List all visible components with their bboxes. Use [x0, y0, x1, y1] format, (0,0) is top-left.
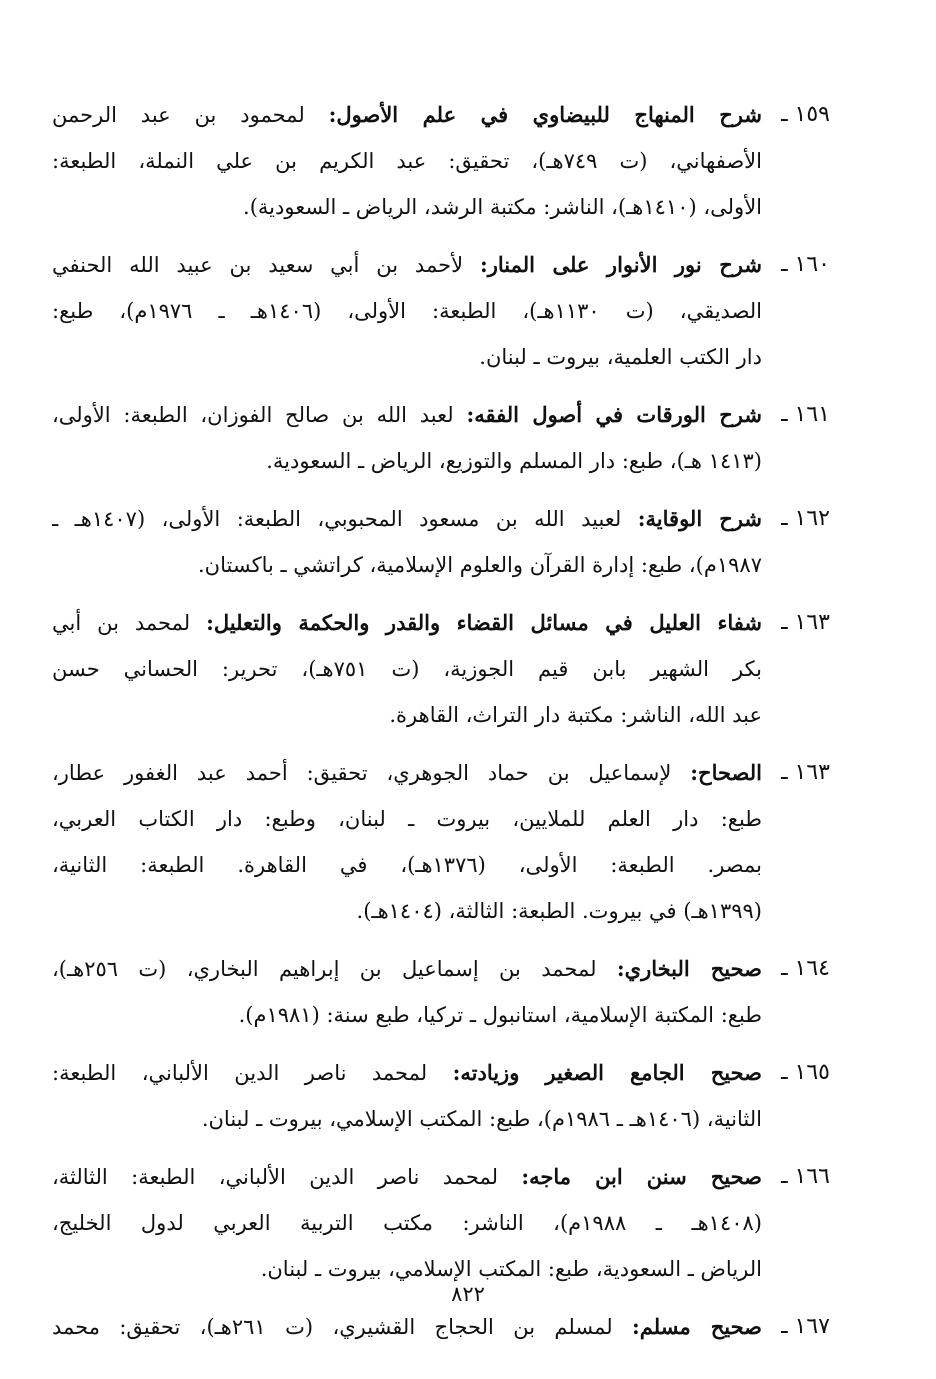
- bibliography-entry: [52, 1050, 830, 1142]
- bibliography-entry: [52, 750, 830, 934]
- entry-number: ١٦٤ ـ: [781, 956, 830, 981]
- entry-line: الأصفهاني، (ت ٧٤٩هـ)، تحقيق: عبد الكريم بن علي النملة، الطبعة:: [52, 149, 762, 173]
- entry-title: صحيح سنن ابن ماجه:: [521, 1164, 762, 1189]
- entry-first-line: [52, 750, 762, 796]
- entry-number: ١٦٣ ـ: [781, 760, 830, 785]
- entry-number: ١٦٥ ـ: [781, 1060, 830, 1085]
- bibliography-entry: [52, 946, 830, 1038]
- bibliography-entry: [52, 1304, 830, 1350]
- page-number: ٨٢٢: [451, 1282, 485, 1306]
- entry-first-rest: لإسماعيل بن حماد الجوهري، تحقيق: أحمد عبد الغفور عطار،: [52, 761, 672, 785]
- bibliography-entry: [52, 496, 830, 588]
- entry-line: دار الكتب العلمية، بيروت ـ لبنان.: [479, 345, 762, 369]
- entry-first-rest: لمحمود بن عبد الرحمن: [52, 103, 305, 127]
- entry-number: ١٦٦ ـ: [781, 1164, 830, 1189]
- entry-first-line: [52, 496, 762, 542]
- entry-line: ١٩٨٧م)، طبع: إدارة القرآن والعلوم الإسلامية، كراتشي ـ باكستان.: [198, 553, 762, 577]
- entry-text: [52, 600, 762, 738]
- entry-text: [52, 1050, 762, 1142]
- entry-first-line: [52, 1304, 762, 1350]
- entry-first-line: [52, 242, 762, 288]
- entry-title: شرح المنهاج للبيضاوي في علم الأصول:: [328, 102, 762, 127]
- entry-line: عبد الله، الناشر: مكتبة دار التراث، القاهرة.: [389, 703, 762, 727]
- entry-number: ١٦٧ ـ: [781, 1314, 830, 1339]
- bibliography-entry: [52, 242, 830, 380]
- entry-title: شرح الورقات في أصول الفقه:: [466, 402, 762, 427]
- entry-first-rest: لعبد الله بن صالح الفوزان، الطبعة: الأولى،: [52, 403, 454, 427]
- entry-first-rest: لمحمد ناصر الدين الألباني، الطبعة:: [52, 1061, 428, 1085]
- entry-title: شرح الوقاية:: [637, 506, 762, 531]
- entry-first-rest: لمسلم بن الحجاج القشيري، (ت ٢٦١هـ)، تحقيق: محمد: [52, 1315, 613, 1339]
- entry-first-rest: لعبيد الله بن مسعود المحبوبي، الطبعة: الأولى، (١٤٠٧هـ ـ: [52, 507, 622, 531]
- entry-title: شفاء العليل في مسائل القضاء والقدر والحكمة والتعليل:: [206, 610, 762, 635]
- entry-title: صحيح البخاري:: [616, 956, 762, 981]
- entry-text: [52, 242, 762, 380]
- entry-number: ١٦٣ ـ: [781, 610, 830, 635]
- entry-first-line: [52, 392, 762, 438]
- bibliography-page: [52, 92, 830, 1362]
- entry-text: [52, 1304, 762, 1350]
- entry-text: [52, 750, 762, 934]
- entry-line: طبع: دار العلم للملايين، بيروت ـ لبنان، وطبع: دار الكتاب العربي،: [52, 807, 762, 831]
- entry-first-rest: لمحمد بن أبي: [52, 611, 191, 635]
- entry-title: صحيح الجامع الصغير وزيادته:: [452, 1060, 762, 1085]
- entry-first-line: [52, 92, 762, 138]
- entry-line: (١٣٩٩هـ) في بيروت. الطبعة: الثالثة، (١٤٠٤هـ).: [356, 899, 762, 923]
- bibliography-entry: [52, 92, 830, 230]
- entry-line: الصديقي، (ت ١١٣٠هـ)، الطبعة: الأولى، (١٤٠٦هـ ـ ١٩٧٦م)، طبع:: [52, 299, 762, 323]
- entry-first-line: [52, 600, 762, 646]
- entry-first-line: [52, 1050, 762, 1096]
- entry-text: [52, 496, 762, 588]
- entry-line: (١٤١٣ هـ)، طبع: دار المسلم والتوزيع، الرياض ـ السعودية.: [266, 449, 762, 473]
- entry-line: الثانية، (١٤٠٦هـ ـ ١٩٨٦م)، طبع: المكتب الإسلامي، بيروت ـ لبنان.: [201, 1107, 762, 1131]
- entry-first-rest: لمحمد بن إسماعيل بن إبراهيم البخاري، (ت ٢٥٦هـ)،: [52, 957, 597, 981]
- entry-text: [52, 946, 762, 1038]
- entry-line: بكر الشهير بابن قيم الجوزية، (ت ٧٥١هـ)، تحرير: الحساني حسن: [52, 657, 762, 681]
- entry-number: ١٦٠ ـ: [781, 252, 830, 277]
- entry-text: [52, 392, 762, 484]
- entry-line: الأولى، (١٤١٠هـ)، الناشر: مكتبة الرشد، الرياض ـ السعودية).: [243, 195, 762, 219]
- entry-text: [52, 92, 762, 230]
- entry-line: الرياض ـ السعودية، طبع: المكتب الإسلامي، بيروت ـ لبنان.: [260, 1257, 762, 1281]
- entry-first-line: [52, 946, 762, 992]
- entry-number: ١٦٢ ـ: [781, 506, 830, 531]
- entry-line: (١٤٠٨هـ ـ ١٩٨٨م)، الناشر: مكتب التربية العربي لدول الخليج،: [52, 1211, 762, 1235]
- entry-first-line: [52, 1154, 762, 1200]
- entry-title: الصحاح:: [690, 760, 762, 785]
- entry-title: شرح نور الأنوار على المنار:: [479, 252, 762, 277]
- entry-line: بمصر. الطبعة: الأولى، (١٣٧٦هـ)، في القاهرة. الطبعة: الثانية،: [52, 853, 762, 877]
- entry-number: ١٥٩ ـ: [781, 102, 830, 127]
- entry-line: طبع: المكتبة الإسلامية، استانبول ـ تركيا، طبع سنة: (١٩٨١م).: [238, 1003, 762, 1027]
- entry-number: ١٦١ ـ: [781, 402, 830, 427]
- entry-text: [52, 1154, 762, 1292]
- bibliography-entry: [52, 392, 830, 484]
- bibliography-entry: [52, 600, 830, 738]
- entry-first-rest: لأحمد بن أبي سعيد بن عبيد الله الحنفي: [52, 253, 464, 277]
- entry-title: صحيح مسلم:: [632, 1314, 762, 1339]
- bibliography-entry: [52, 1154, 830, 1292]
- entry-first-rest: لمحمد ناصر الدين الألباني، الطبعة: الثالثة،: [52, 1165, 499, 1189]
